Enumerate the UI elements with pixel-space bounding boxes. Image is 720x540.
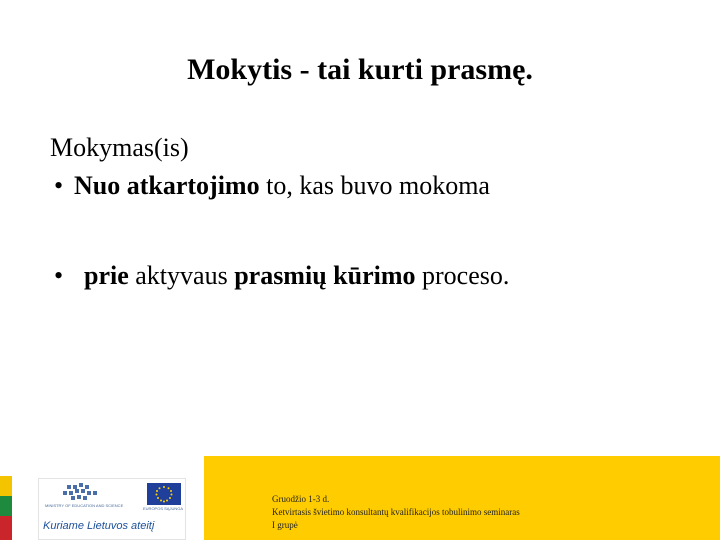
slide-title: Mokytis - tai kurti prasmę. bbox=[187, 53, 533, 86]
eu-flag-icon bbox=[147, 483, 181, 505]
bullet-item bbox=[50, 170, 710, 202]
lithuanian-flag-stripe-yellow bbox=[0, 476, 12, 496]
bullet-text bbox=[84, 261, 509, 290]
eu-label: EUROPOS SĄJUNGA bbox=[143, 506, 184, 511]
bullet-item bbox=[50, 260, 710, 292]
bullet-text-bold: Nuo atkartojimo bbox=[74, 171, 260, 200]
footer-date: Gruodžio 1-3 d. bbox=[272, 494, 330, 504]
bullet-text-regular: aktyvaus bbox=[128, 261, 235, 290]
footer-event: Ketvirtasis švietimo konsultantų kvalifikacijos tobulinimo seminaras bbox=[272, 507, 520, 517]
bullet-text-regular: proceso. bbox=[415, 261, 510, 290]
subheading: Mokymas(is) bbox=[50, 133, 189, 162]
bullet-text-bold: prasmių kūrimo bbox=[234, 261, 416, 290]
bullet-text-regular: to, kas buvo mokoma bbox=[259, 171, 490, 200]
footer-info bbox=[272, 493, 520, 532]
lithuanian-flag-stripe-red bbox=[0, 516, 12, 540]
bullet-text bbox=[74, 171, 490, 200]
slogan-text: Kuriame Lietuvos ateitį bbox=[43, 520, 155, 532]
slide-content bbox=[50, 132, 710, 292]
lithuanian-flag-stripe-green bbox=[0, 496, 12, 516]
footer-group: I grupė bbox=[272, 520, 298, 530]
bullet-dot-icon: • bbox=[54, 171, 64, 200]
slide-footer bbox=[0, 456, 720, 540]
bullet-text-bold: prie bbox=[84, 261, 129, 290]
ministry-logo bbox=[43, 483, 139, 511]
sponsor-logo-block bbox=[38, 478, 186, 540]
ministry-label: MINISTRY OF EDUCATION AND SCIENCE bbox=[45, 503, 124, 508]
bullet-dot-icon: • bbox=[54, 261, 64, 290]
ministry-mosaic-icon bbox=[61, 483, 101, 501]
